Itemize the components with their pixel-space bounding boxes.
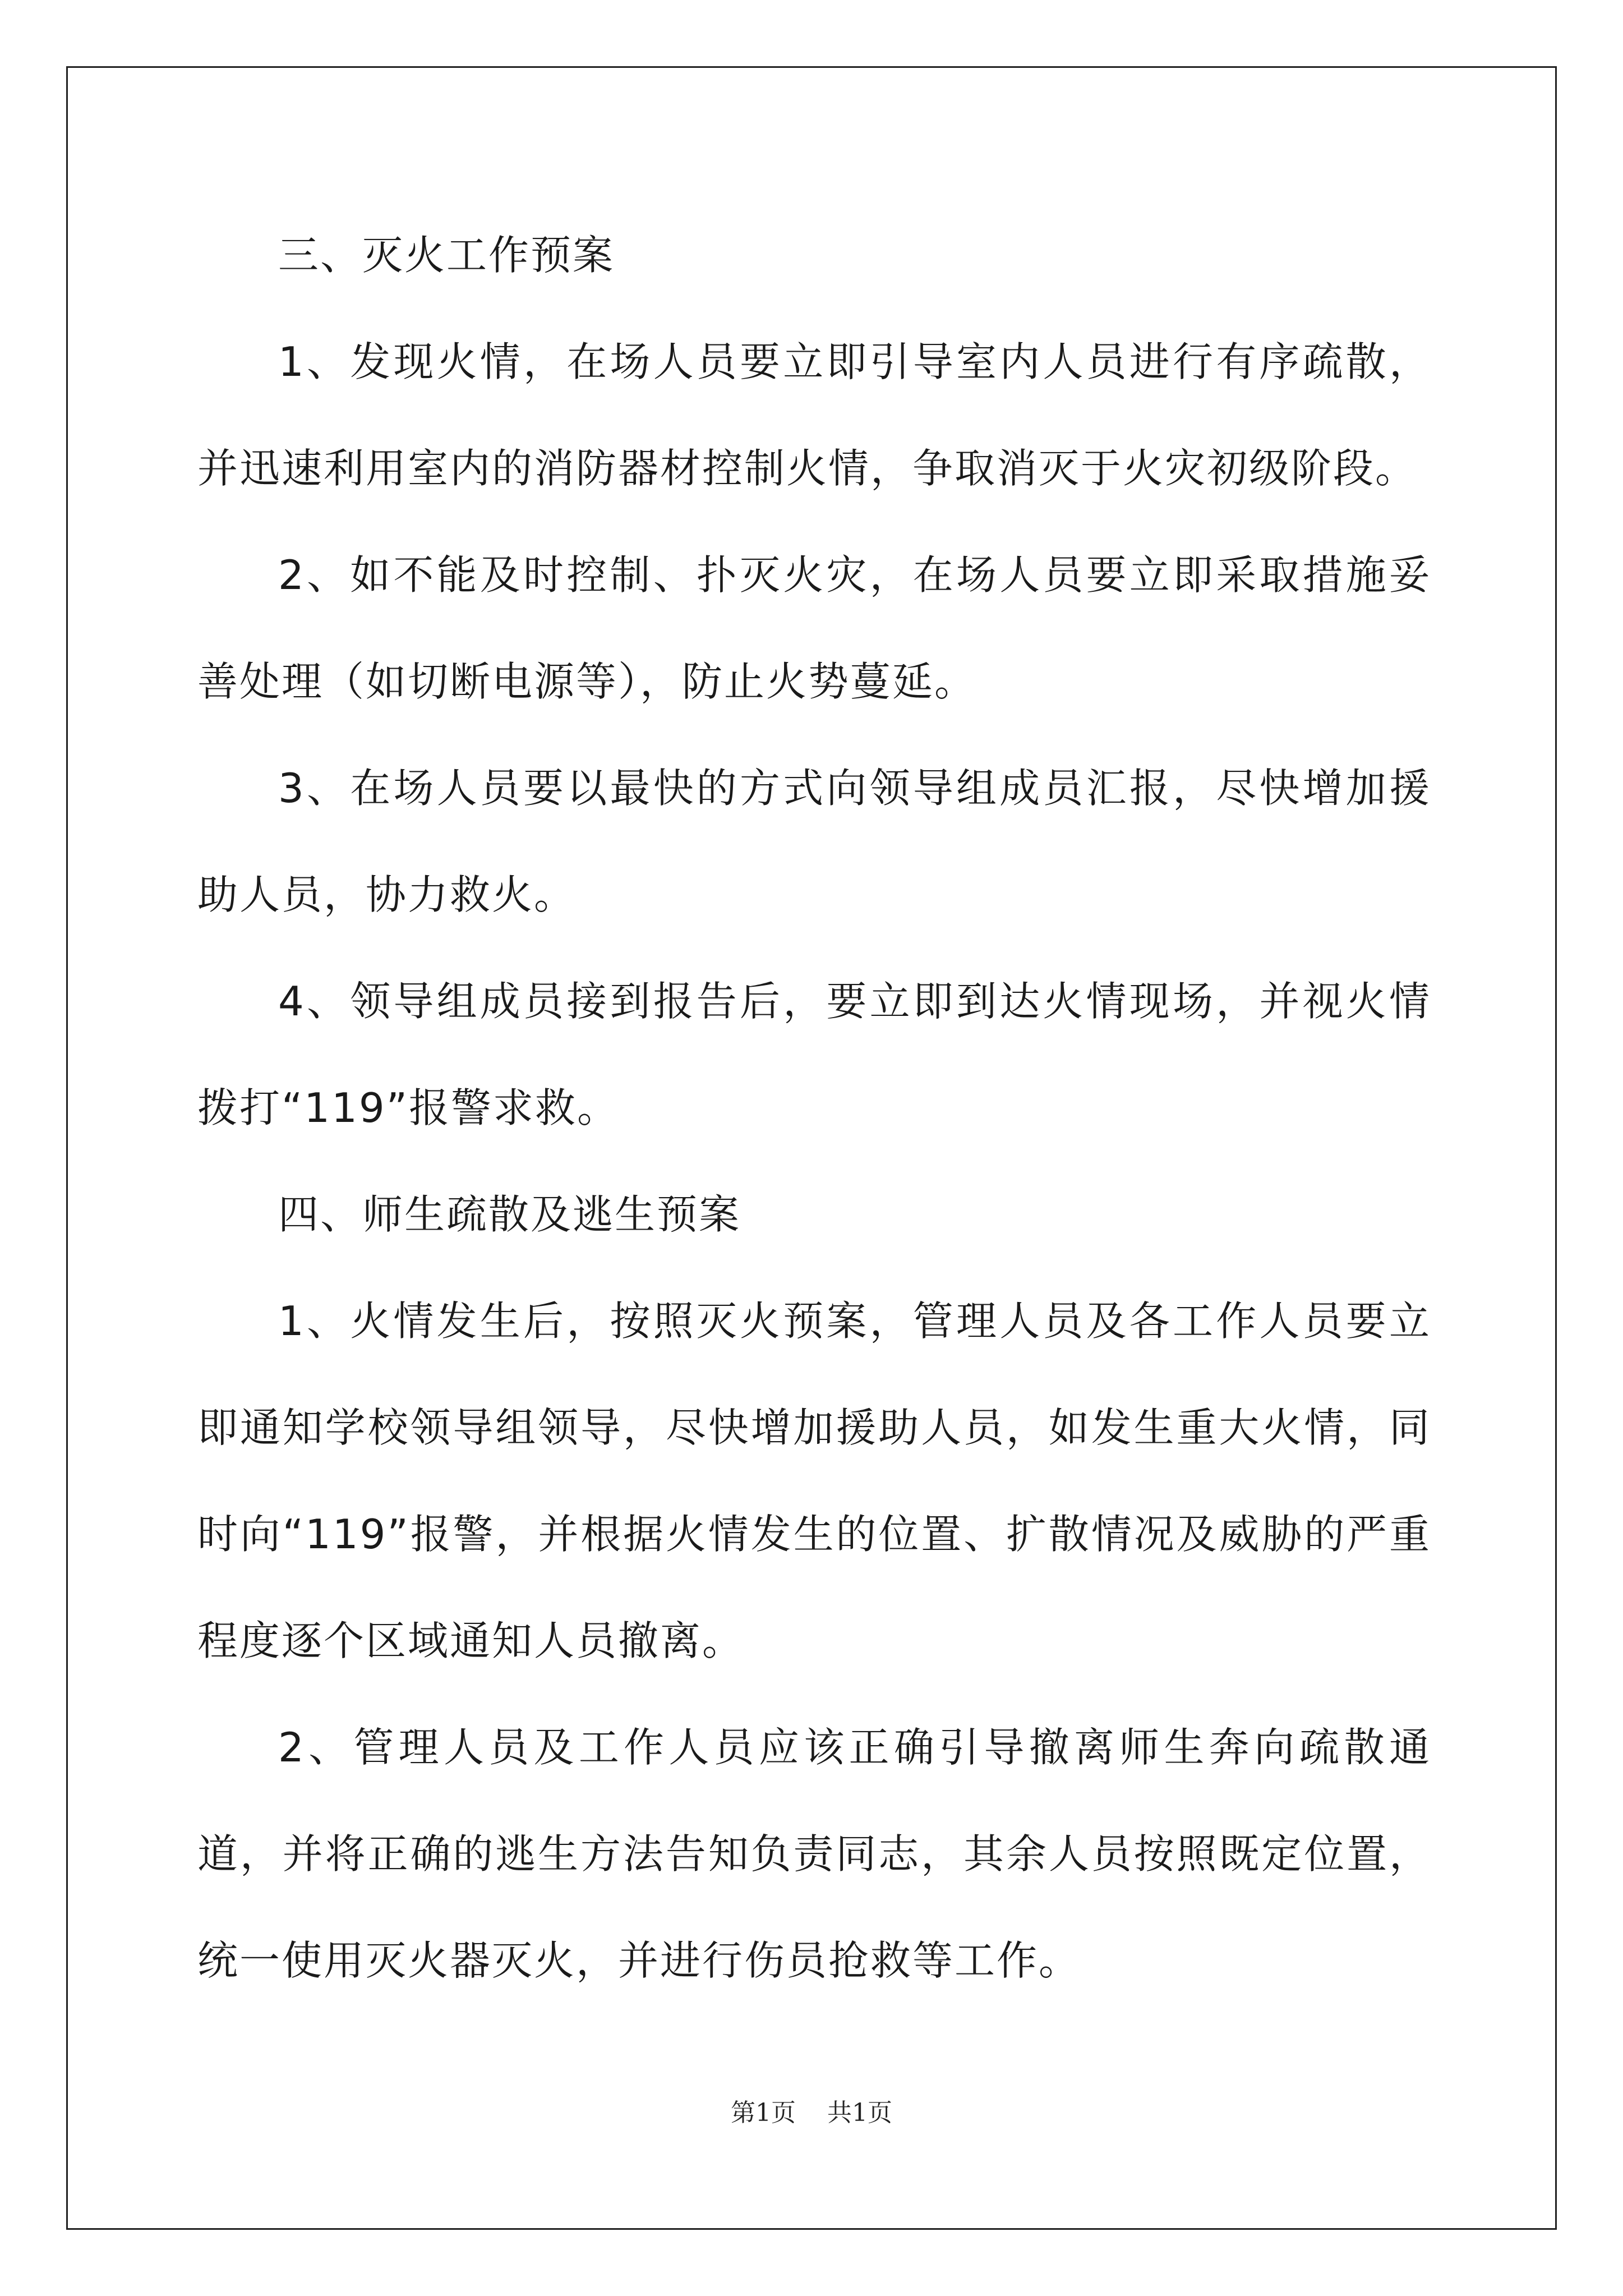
page-total: 共1页 [827,2099,892,2127]
paragraph: 2、如不能及时控制、扑灭火灾，在场人员要立即采取措施妥善处理（如切断电源等），防止火势蔓延。 [197,551,1431,705]
paragraph: 3、在场人员要以最快的方式向领导组成员汇报，尽快增加援助人员，协力救火。 [197,765,1431,918]
page-number: 第1页 [731,2099,796,2127]
paragraph: 2、管理人员及工作人员应该正确引导撤离师生奔向疏散通道，并将正确的逃生方法告知负责同志，其余人员按照既定位置，统一使用灭火器灭火，并进行伤员抢救等工作。 [197,1724,1431,1984]
paragraph: 1、发现火情，在场人员要立即引导室内人员进行有序疏散，并迅速利用室内的消防器材控制火情，争取消灭于火灾初级阶段。 [197,338,1431,492]
document-body [197,202,1431,2014]
section-heading-fire-fighting: 三、灭火工作预案 [278,232,615,279]
paragraph: 4、领导组成员接到报告后，要立即到达火情现场，并视火情拨打“119”报警求救。 [197,978,1431,1131]
page-footer [0,2092,1623,2128]
section-heading-evacuation: 四、师生疏散及逃生预案 [278,1191,741,1238]
paragraph: 1、火情发生后，按照灭火预案，管理人员及各工作人员要立即通知学校领导组领导，尽快增加援助人员，如发生重大火情，同时向“119”报警，并根据火情发生的位置、扩散情况及威胁的严重程度逐个区域通知人员撤离。 [197,1297,1431,1664]
